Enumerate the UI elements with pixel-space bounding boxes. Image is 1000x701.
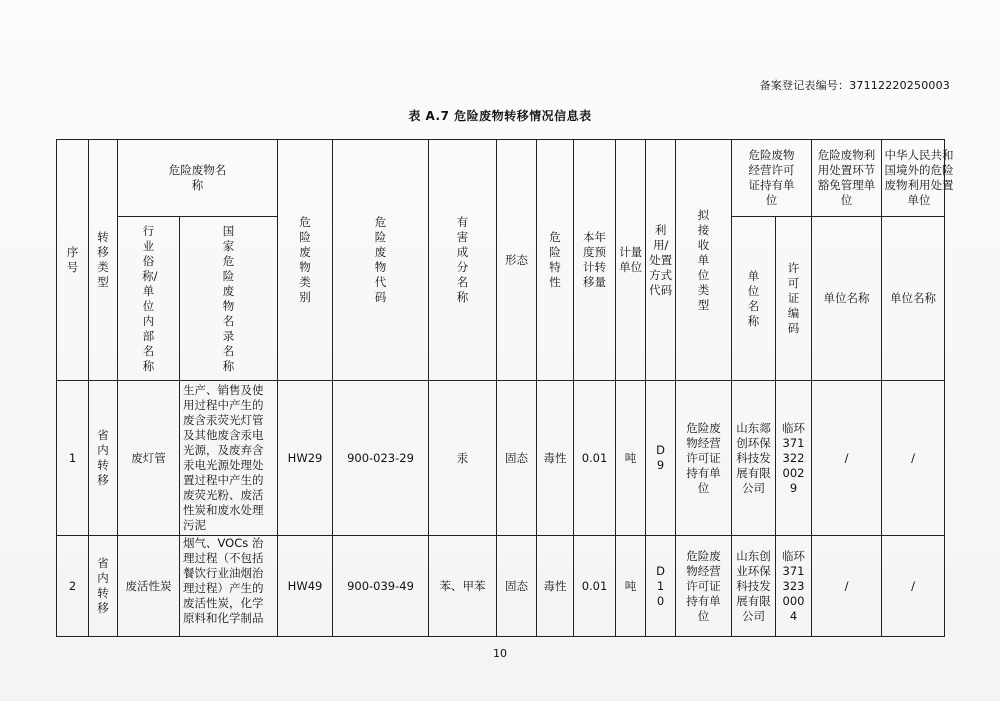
cell-foreign-name: / [882, 536, 945, 637]
header-receiver-type: 拟接收单位类型 [676, 140, 732, 381]
header-national-name: 国家危险废物名录名称 [180, 217, 278, 381]
hazardous-waste-transfer-table [56, 139, 954, 637]
cell-transfer-type: 省内转移 [89, 381, 118, 536]
cell-receiver-type: 危险废物经营许可证持有单位 [676, 381, 732, 536]
cell-hazard: 毒性 [537, 381, 574, 536]
cell-unit: 吨 [616, 536, 646, 637]
cell-foreign-name: / [882, 381, 945, 536]
header-license-holder-group: 危险废物经营许可证持有单位 [732, 140, 812, 217]
header-seq: 序号 [57, 140, 89, 381]
header-unit: 计量单位 [616, 140, 646, 381]
header-waste-name-group: 危险废物名称 [118, 140, 278, 217]
header-exempt-name: 单位名称 [812, 217, 882, 381]
cell-code: 900-039-49 [333, 536, 429, 637]
cell-unit-name: 山东郯创环保科技发展有限公司 [732, 381, 776, 536]
cell-disposal-method: D10 [646, 536, 676, 637]
header-category: 危险废物类别 [278, 140, 333, 381]
header-form: 形态 [497, 140, 537, 381]
cell-hazard: 毒性 [537, 536, 574, 637]
cell-annual-qty: 0.01 [574, 381, 616, 536]
cell-exempt-name: / [812, 536, 882, 637]
cell-receiver-type: 危险废物经营许可证持有单位 [676, 536, 732, 637]
cell-harmful: 汞 [429, 381, 497, 536]
cell-disposal-method: D9 [646, 381, 676, 536]
cell-license-no: 临环371323 0004 [776, 536, 812, 637]
cell-code: 900-023-29 [333, 381, 429, 536]
cell-category: HW49 [278, 536, 333, 637]
header-transfer-type: 转移类型 [89, 140, 118, 381]
cell-common-name: 废灯管 [118, 381, 180, 536]
table-title: 表 A.7 危险废物转移情况信息表 [408, 109, 592, 123]
table-row [57, 381, 945, 536]
cell-form: 固态 [497, 381, 537, 536]
cell-license-no: 临环371322 0029 [776, 381, 812, 536]
registration-number: 备案登记表编号：37112220250003 [759, 79, 950, 92]
header-license-no: 许可证编码 [776, 217, 812, 381]
page-number: 10 [493, 647, 507, 660]
cell-transfer-type: 省内转移 [89, 536, 118, 637]
cell-seq: 2 [57, 536, 89, 637]
cell-seq: 1 [57, 381, 89, 536]
cell-unit-name: 山东创业环保科技发展有限公司 [732, 536, 776, 637]
cell-harmful: 苯、甲苯 [429, 536, 497, 637]
header-disposal-method: 利用/处置方式代码 [646, 140, 676, 381]
cell-unit: 吨 [616, 381, 646, 536]
cell-form: 固态 [497, 536, 537, 637]
header-foreign-name: 单位名称 [882, 217, 945, 381]
header-hazard: 危险特性 [537, 140, 574, 381]
header-unit-name: 单位名称 [732, 217, 776, 381]
cell-common-name: 废活性炭 [118, 536, 180, 637]
header-harmful: 有害成分名称 [429, 140, 497, 381]
header-common-name: 行业俗称/单位内部名称 [118, 217, 180, 381]
cell-national-name: 烟气、VOCs 治理过程（不包括餐饮行业油烟治理过程）产生的废活性炭，化学原料和化学制品 [180, 536, 278, 637]
table-row [57, 536, 945, 637]
cell-annual-qty: 0.01 [574, 536, 616, 637]
header-annual-qty: 本年度预计转移量 [574, 140, 616, 381]
header-foreign-group: 中华人民共和国境外的危险废物利用处置单位 [882, 140, 945, 217]
header-exempt-group: 危险废物利用处置环节豁免管理单位 [812, 140, 882, 217]
cell-category: HW29 [278, 381, 333, 536]
header-code: 危险废物代码 [333, 140, 429, 381]
cell-national-name: 生产、销售及使用过程中产生的废含汞荧光灯管及其他废含汞电光源，及废弃含汞电光源处理处置过程中产生的废荧光粉、废活性炭和废水处理污泥 [180, 381, 278, 536]
cell-exempt-name: / [812, 381, 882, 536]
